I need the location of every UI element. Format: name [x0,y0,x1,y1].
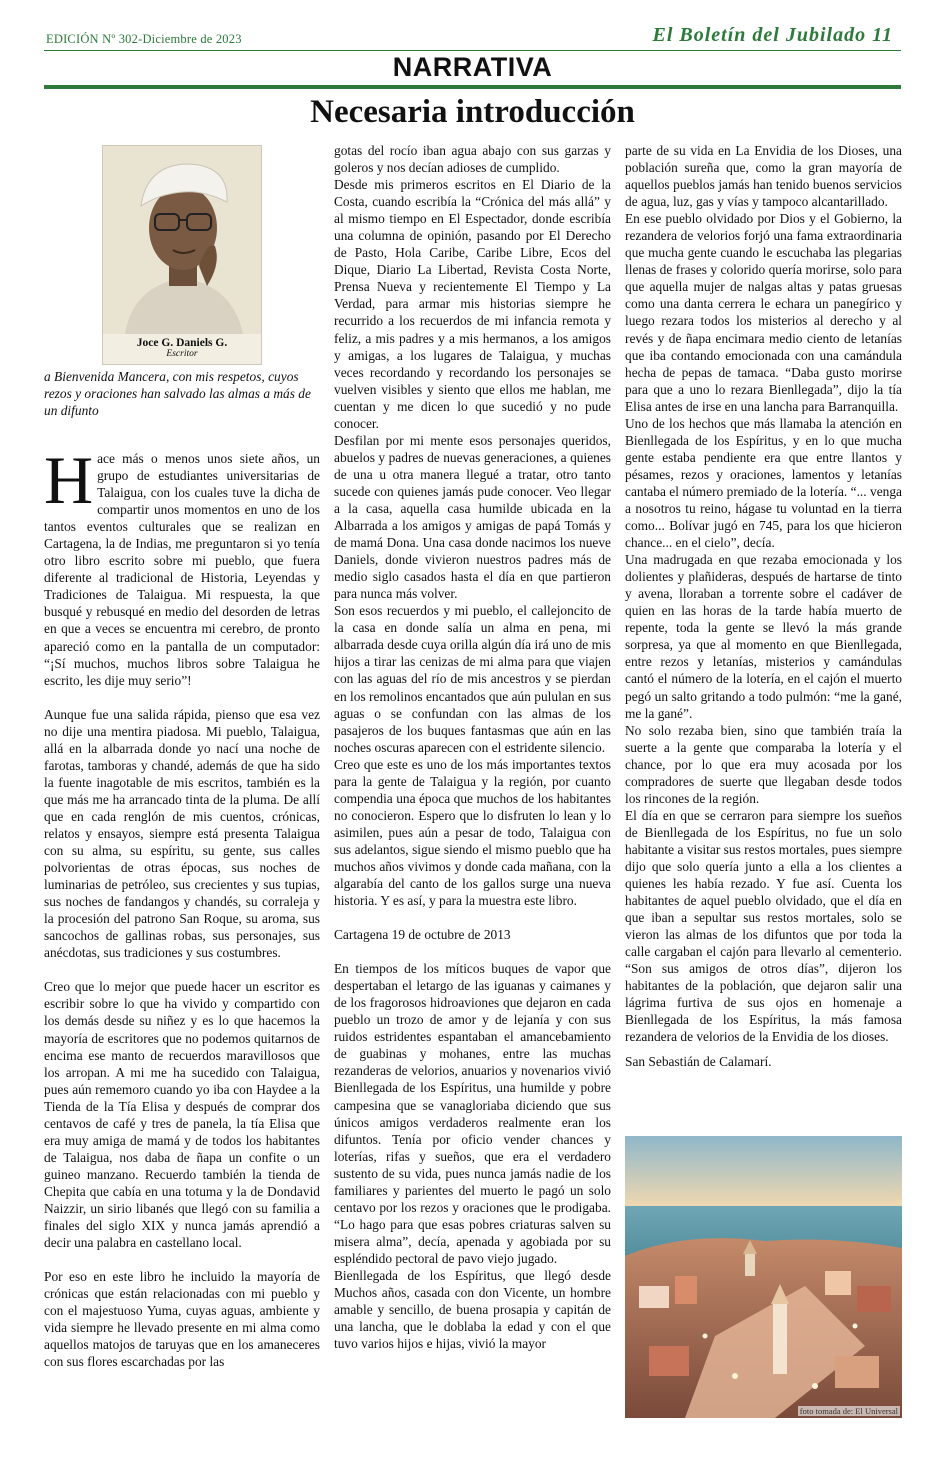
author-role: Escritor [166,349,198,359]
paragraph: No solo rezaba bien, sino que también traía la suerte a la gente que comparaba la lotería y el chance, por lo que era muy acosada por los compradores de suerte que llegaban desde todos los rincones de la región. [625,722,902,806]
paragraph: Uno de los hechos que más llamaba la atención en Bienllegada de los Espíritus, y en lo que mucha gente estaba pendiente era que entre llantos y pésames, rezos y oraciones, lamentos y letanías cantaba el número premiado de la lotería. “... venga a nosotros tu reino, hágase tu voluntad en la tierra como... Bolívar jugó en 745, para los que hicieron chance... en el cielo”, decía. [625,415,902,551]
article-column-2 [334,142,611,1352]
article-title: Necesaria introducción [310,94,635,130]
paragraph: Aunque fue una salida rápida, pienso que esa vez no dije una mentira piadosa. Mi pueblo, Talaigua, allá en la albarrada donde yo nací una noche de farotas, tamboras y chandé, además de que ha sido la fuente inagotable de mis escritos, también es la que más me ha arrancado tinta de la pluma. De allí que en cada renglón de mis cuentos, crónicas, relatos y ensayos, siempre está presenta Talaigua con su alma, su espíritu, su gente, sus calles polvorientas de otras épocas, sus noches de luminarias de petróleo, sus crecientes y sus tupias, sus noches de fandangos y chandés, su corraleja y la procesión del patrono San Roque, su aroma, sus sancochos de gallinas robas, sus personajes, sus anécdotas, sus tradiciones y sus costumbres. [44,706,320,961]
paragraph: Son esos recuerdos y mi pueblo, el callejoncito de la casa en donde salía un alma en pena, mi albarrada desde cuya orilla algún día irá uno de mis hijos a tirar las cenizas de mi alma para que viajen con las aguas del río de mis ancestros y se pierdan en los remolinos encantados que aún pululan en sus aguas o se confundan con las almas de los pasajeros de los buques fantasmas que aún en las noches oscuras aparecen con el estridente silencio. [334,603,611,755]
author-name: Joce G. Daniels G. [136,337,228,349]
paragraph [44,442,320,689]
paragraph: parte de su vida en La Envidia de los Dioses, una población sureña que, como la gran mayoría de aquellos pueblos jamás han tenido buenos servicios de agua, luz, gas y vías y tampoco alcantarillado. [625,143,902,210]
paragraph-text: ace más o menos unos siete años, un grupo de estudiantes universitarias de Talaigua, con los cuales tuve la dicha de compartir unos momentos en uno de los tantos eventos culturales que se realizan en Cartagena, la de Indias, me preguntaron si yo tenía otro libro escrito sobre mi pueblo, que fuera diferente al tradicional de Historia, Leyendas y Tradiciones de Talaigua. Mi respuesta, la que busqué y rebusqué en medio del desorden de letras en que a veces se encuentra mi cerebro, de pronto apareció como en la pantalla de un computador: “¡Sí muchos, muchos libros sobre Talaigua he escrito, les dije muy serio”! [44,451,320,688]
dateline: Cartagena 19 de octubre de 2013 [334,927,511,943]
photo-credit: foto tomada de: El Universal [799,1406,898,1416]
article-column-3 [625,142,902,1071]
paragraph: Desfilan por mi mente esos personajes queridos, abuelos y padres de nuevas generaciones, a quienes de una u otra manera llegué a tratar, otro tanto sucede con quienes jamás pude conocer. Veo llegar a la casa, aquella casa humilde ubicada en la Albarrada a los amigos y amigas de papá Tomás y de mamá Dona. Una casa donde nacimos los nueve Daniels, donde vivieron nuestros padres más de medio siglo casados hasta el día en que partieron para nunca más volver. [334,432,611,602]
city-photo [625,1136,902,1418]
section-rule [44,85,901,89]
masthead: El Boletín del Jubilado 11 [652,24,893,46]
page-header [44,24,901,52]
section-title: NARRATIVA [392,52,553,82]
signature-place: San Sebastián de Calamarí. [625,1054,772,1070]
author-photo [102,145,262,365]
article-column-1 [44,442,320,1370]
header-rule [44,50,901,51]
paragraph: Creo que este es uno de los más importantes textos para la gente de Talaigua y la región, por cuanto compendia una época que muchos de los habitantes no conocieron. Espero que lo disfruten lo lean y lo asimilen, pues aún a pesar de todo, Talaigua con sus adelantos, sigue siendo el mismo pueblo que ha muchos años vivimos y donde cada mañana, con la algarabía del canto de los gallos surge una nueva historia. Y es así, y para la muestra este libro. [334,756,611,909]
author-portrait-illustration [103,146,261,334]
paragraph: Creo que lo mejor que puede hacer un escritor es escribir sobre lo que ha vivido y compartido con los demás desde su niñez y es lo que hacemos la mayoría de escritores que no podemos quitarnos de encima ese manto de recuerdos maravillosos que los arropan. A mi me ha sucedido con Talaigua, pues aún rememoro cuando yo iba con Haydee a la Tienda de la Tía Elisa y después de comprar dos centavos de café y tres de panela, la tía Elisa que era muy amiga de mamá y de todos los habitantes de Talaigua, nos daba de ñapa un confite o un guineo manzano. Recuerdo también la tienda de Chepita que cabía en una totuma y la de Dondavid Naizzir, un sirio libanés que llegó con su familia a finales del siglo XIX y nunca jamás aprendió a decir una palabra en castellano local. [44,979,320,1251]
dropcap: H [44,442,94,518]
paragraph: En tiempos de los míticos buques de vapor que despertaban el letargo de las iguanas y caimanes y de los fragorosos hidroaviones que dejaron en cada pueblo un trozo de amor y de lejanía y con sus ruidos estridentes espantaban el amancebamiento de guabinas y mohanes, entre las muchas rezanderas de velorios, anuarios y novenarios vivió Bienllegada de los Espíritus, una humilde y pobre campesina que se vanagloriaba diciendo que sus únicos amigos verdaderos realmente eran los difuntos. Tenía por oficio vender chances y loterías, rifas y sueños, que era el verdadero sustento de su vida, pues nunca jamás nadie de los familiares y parientes del muerto le pagó un solo centavo por los rezos y oraciones que le prodigaba. “Lo hago para que esas pobres criaturas salven su misera alma”, decía, apenada y agobiada por su espléndido pectoral de pavo viejo jugado. [334,961,611,1266]
paragraph: Desde mis primeros escritos en El Diario de la Costa, cuando escribía la “Crónica del más allá” y al mismo tiempo en El Espectador, donde escribía una columna de opinión, pasando por El Derecho de Pasto, Hola Caribe, Caribe Libre, Ecos del Dique, Diario La Libertad, Revista Costa Norte, Prensa Nueva y recientemente El Tiempo y La Verdad, para armar mis historias siempre he recurrido a los recuerdos de mi infancia remota y feliz, a mis padres y a mis hermanos, a los amigos y amigas, a los lugares de Talaigua, y muchas veces recordando y recordando los personajes se vuelven visibles y siento que ellos me hablan, me cuentan y me dicen lo que sucedió y no pude conocer. [334,177,611,431]
paragraph: Una madrugada en que rezaba emocionada y los dolientes y plañideras, después de hartarse de tinto y avena, lloraban a torrente sobre el cadáver de quien en las horas de la tarde había muerto de repente, toda la gente se llevó la más grande sorpresa, ya que al momento en que Bienllegada, entre rezos y letanías, misterios y camándulas cantó el número de la lotería, en el cajón el muerto pegó un salto gritando a todo pulmón: “me la gané, me la gané”. [625,552,902,721]
paragraph: Bienllegada de los Espíritus, que llegó desde Muchos años, casada con don Vicente, un hombre amable y sencillo, de buena prosapia y capitán de una lancha, que le doblaba la edad y con el que tuvo varios hijos e hijas, vivió la mayor [334,1268,611,1352]
paragraph: En ese pueblo olvidado por Dios y el Gobierno, la rezandera de velorios forjó una fama extraordinaria que mucha gente cuando le escuchaba las plegarias llenas de frases y colorido quería morirse, solo para que aquella mujer de nalgas altas y patas gruesas como una danta cerrera le echara un panegírico y luego rezara todos los misterios al derecho y al revés y de ñapa encimara medio ciento de letanías que iba contando emocionada con una camándula hecha de pepas de tamaca. “Daba gusto morirse para que a uno lo rezara Bienllegada”, dijo la tía Elisa antes de irse en una lancha para Barranquilla. [625,211,902,414]
edition-label: EDICIÓN Nº 302-Diciembre de 2023 [46,32,242,46]
dedication: a Bienvenida Mancera, con mis respetos, cuyos rezos y oraciones han salvado las almas a más de un difunto [44,369,311,419]
paragraph: gotas del rocío iban agua abajo con sus garzas y goleros y nos decían adioses de cumplido. [334,143,611,176]
paragraph: Por eso en este libro he incluido la mayoría de crónicas que están relacionadas con mi pueblo y con el majestuoso Yuma, cuyas aguas, ambiente y vida siempre he llevado presente en mi alma como aquellos matojos de taruyas que en los amaneceres con sus flores escarchadas por las [44,1269,320,1370]
city-aerial-illustration [625,1136,902,1418]
paragraph: El día en que se cerraron para siempre los sueños de Bienllegada de los Espíritus, no fue un solo habitante a visitar sus restos mortales, pues siempre dijo que solo quería junto a ella a los clientes a quienes les había rezado. Y fue así. Cuenta los habitantes de aquel pueblo olvidado, que el día en que iban a sepultar sus restos mortales, solo se vieron las almas de los difuntos que por toda la calle cargaban el cajón para llevarlo al cementerio. “Son sus amigos de otros días”, dijeron los habitantes de la población, que dejaron salir una lágrima furtiva de sus ojos en homenaje a Bienllegada de los Espíritus, la más famosa rezandera de velorios de la Envidia de los dioses. [625,807,902,1045]
author-photo-caption [103,334,261,364]
